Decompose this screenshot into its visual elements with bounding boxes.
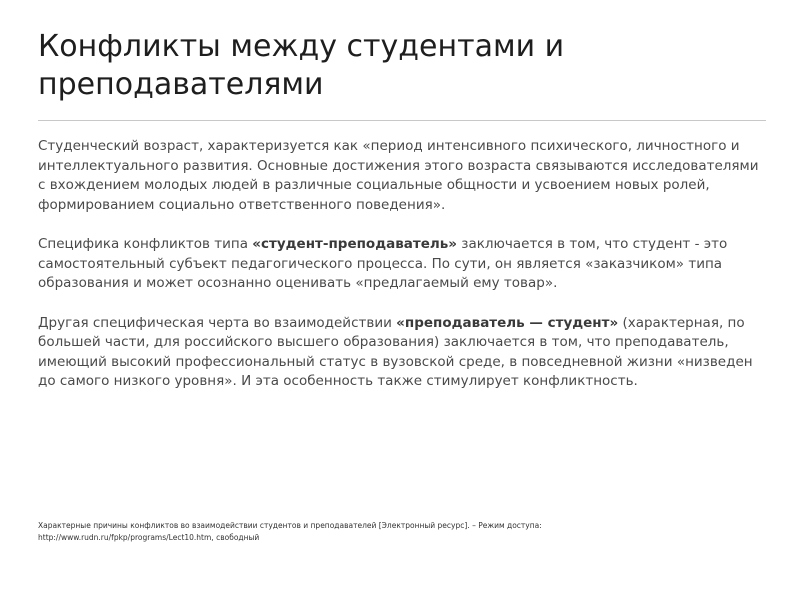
source-footnote: [38, 520, 768, 544]
paragraph-text: (характерная, по большей части, для российского высшего образования) заключается в том, что преподаватель, имеющий высокий профессиональный статус в вузовской среде, в повседневной жизни «низведен до самого низкого уровня». И эта особенность также стимулирует конфликтность.: [38, 314, 753, 389]
slide-body: [38, 137, 768, 412]
slide-title: Конфликты между студентами и преподавателями: [38, 29, 565, 102]
footnote-url: http://www.rudn.ru/fpkp/programs/Lect10.htm, свободный: [38, 533, 260, 542]
title-divider: [38, 120, 766, 121]
paragraph-student-teacher-conflict: [38, 235, 768, 294]
paragraph-student-age: [38, 137, 768, 215]
paragraph-emphasis: «преподаватель — студент»: [396, 314, 619, 331]
paragraph-emphasis: «студент-преподаватель»: [252, 236, 457, 252]
paragraph-text: заключается в том, что студент - это самостоятельный субъект педагогического процесса. По сути, он является «заказчиком» типа образования и может осознанно оценивать «предлагаемый ему товар».: [38, 236, 728, 291]
paragraph-text: Студенческий возраст, характеризуется как «период интенсивного психического, личностного и интеллектуального развития. Основные достижения этого возраста связываются исследователями с вхождением молодых людей в различные социальные общности и усвоением новых ролей, формированием социально ответственного поведения».: [38, 138, 759, 213]
paragraph-text: Специфика конфликтов типа: [38, 236, 253, 252]
paragraph-teacher-student-interaction: [38, 314, 768, 392]
footnote-citation: Характерные причины конфликтов во взаимодействии студентов и преподавателей [Электронный ресурс]. – Режим доступа:: [38, 521, 542, 530]
paragraph-text: Другая специфическая черта во взаимодействии: [38, 314, 397, 331]
